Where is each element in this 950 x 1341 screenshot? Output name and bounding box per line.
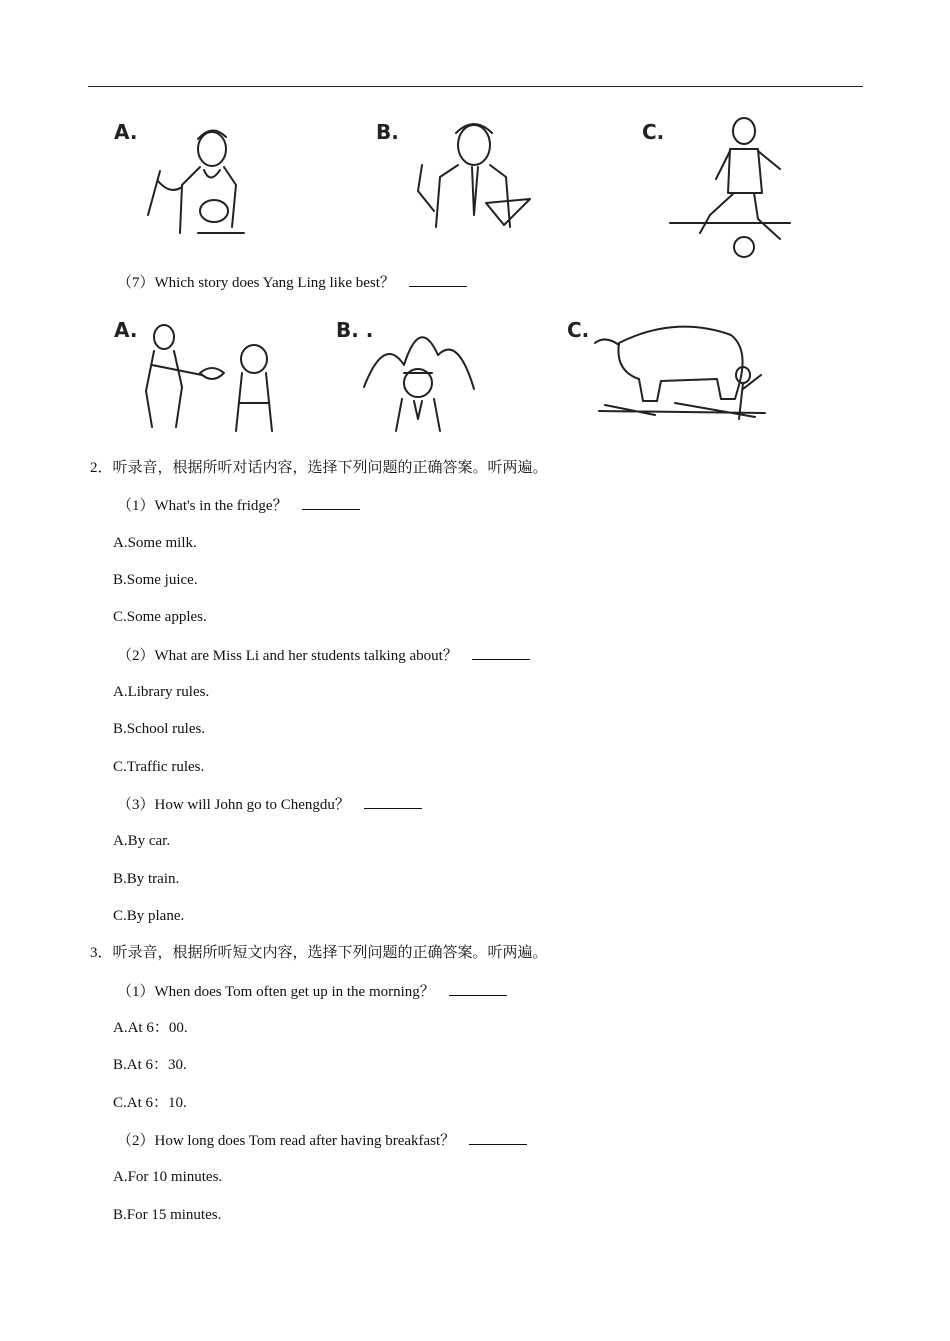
option: C.At 6：10. xyxy=(113,1095,187,1111)
option: A.At 6：00. xyxy=(113,1020,188,1036)
picture-option-c-story xyxy=(565,315,795,425)
picture-option-b-teacher xyxy=(374,115,539,230)
picture-option-a-story xyxy=(112,315,292,437)
question-2-2 xyxy=(117,645,530,666)
answer-blank[interactable] xyxy=(472,645,530,660)
section-2-heading: 2．听录音，根据所听对话内容，选择下列问题的正确答案。听两遍。 xyxy=(90,460,548,476)
option: B.By train. xyxy=(113,871,180,887)
question-3-2 xyxy=(117,1130,527,1151)
option: A.For 10 minutes. xyxy=(113,1169,223,1185)
answer-blank[interactable] xyxy=(449,981,507,996)
option: B.At 6：30. xyxy=(113,1057,187,1073)
option: A.Some milk. xyxy=(113,535,197,551)
raised-finger xyxy=(418,165,434,211)
answer-blank[interactable] xyxy=(409,272,467,287)
picture-option-b-story xyxy=(334,315,484,437)
answer-blank[interactable] xyxy=(469,1130,527,1145)
question-text: （1）When does Tom often get up in the morning？ xyxy=(117,984,435,1000)
picture-label-c: C. xyxy=(642,120,665,144)
picture-label-c2: C. xyxy=(567,318,590,342)
option: C.Traffic rules. xyxy=(113,759,205,775)
mountains xyxy=(364,337,474,389)
picture-label-a2: A. xyxy=(114,318,138,342)
picture-label-b2: B. . xyxy=(336,318,374,342)
football xyxy=(734,237,754,257)
elephant xyxy=(618,327,742,401)
option: B.For 15 minutes. xyxy=(113,1207,222,1223)
picture-label-a: A. xyxy=(114,120,138,144)
question-text: （3）How will John go to Chengdu？ xyxy=(117,797,350,813)
picture-option-c-football xyxy=(640,115,800,265)
option: C.Some apples. xyxy=(113,609,207,625)
answer-blank[interactable] xyxy=(302,495,360,510)
question-text: （2）How long does Tom read after having breakfast？ xyxy=(117,1133,456,1149)
painter-head xyxy=(198,132,226,166)
question-text: （2）What are Miss Li and her students talking about？ xyxy=(117,648,458,664)
option: C.By plane. xyxy=(113,908,185,924)
question-2-1 xyxy=(117,495,360,516)
question-text: （7）Which story does Yang Ling like best？ xyxy=(117,275,395,291)
question-1-7 xyxy=(117,272,467,293)
question-2-3 xyxy=(117,794,422,815)
picture-label-b: B. xyxy=(376,120,399,144)
option: A.By car. xyxy=(113,833,171,849)
paintbrush xyxy=(148,171,160,215)
picture-option-a-painter xyxy=(112,115,252,240)
option: B.School rules. xyxy=(113,721,206,737)
palette xyxy=(200,200,228,222)
option: A.Library rules. xyxy=(113,684,210,700)
header-rule xyxy=(88,86,863,87)
section-3-heading: 3．听录音，根据所听短文内容，选择下列问题的正确答案。听两遍。 xyxy=(90,945,548,961)
answer-blank[interactable] xyxy=(364,794,422,809)
question-3-1 xyxy=(117,981,507,1002)
question-text: （1）What's in the fridge？ xyxy=(117,498,288,514)
option: B.Some juice. xyxy=(113,572,198,588)
